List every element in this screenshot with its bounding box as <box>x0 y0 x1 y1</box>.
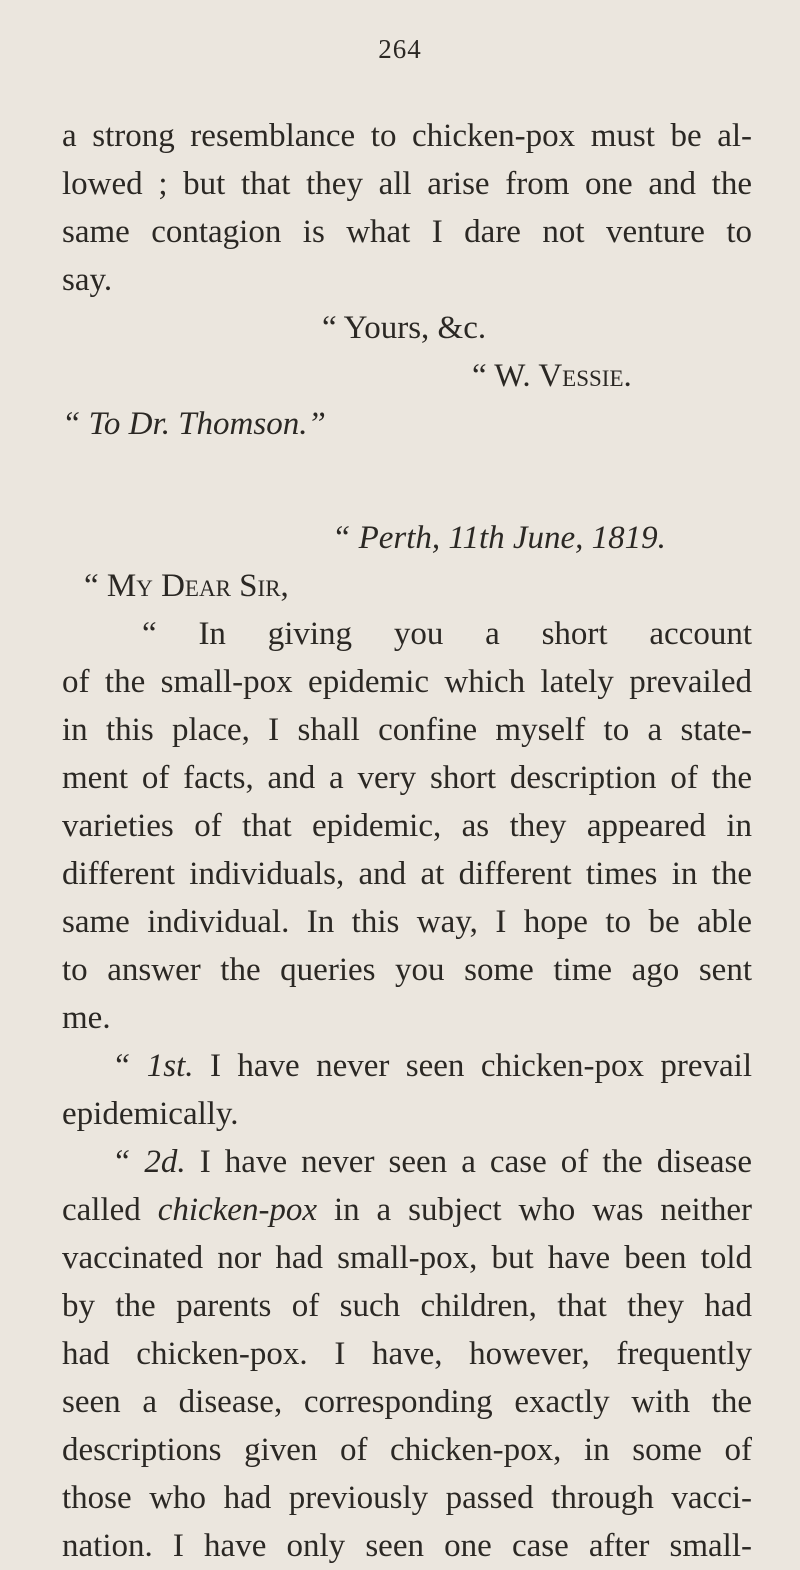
italic-term: chicken-pox <box>157 1192 318 1228</box>
letter-addressee: “ To Dr. Thomson.” <box>62 406 326 442</box>
text-line <box>62 1186 752 1234</box>
text-line: those who had previously passed through vacci- <box>62 1480 752 1516</box>
letter-signature: “ W. Vessie. <box>472 358 632 394</box>
text-line: “ In giving you a short account <box>142 616 752 652</box>
letter-salutation: “ My Dear Sir, <box>84 568 289 604</box>
text-line: varieties of that epidemic, as they appeared in <box>62 808 752 844</box>
text-line: same individual. In this way, I hope to be able <box>62 904 752 940</box>
section-gap <box>62 448 752 514</box>
text-line: to answer the queries you some time ago sent <box>62 952 752 988</box>
text-line: vaccinated nor had small-pox, but have been told <box>62 1240 752 1276</box>
letter-dateline: “ Perth, 11th June, 1819. <box>332 520 666 556</box>
text-fragment: called <box>62 1192 141 1228</box>
numbered-paragraph-line <box>62 1138 752 1186</box>
body-text <box>62 112 752 1570</box>
text-line: descriptions given of chicken-pox, in some of <box>62 1432 752 1468</box>
paragraph-text: I have never seen chicken-pox prevail <box>209 1048 752 1084</box>
text-line: different individuals, and at different times in the <box>62 856 752 892</box>
text-line: same contagion is what I dare not venture to <box>62 214 752 250</box>
letter-closing: “ Yours, &c. <box>322 310 487 346</box>
text-line: of the small-pox epidemic which lately prevailed <box>62 664 752 700</box>
text-line: ment of facts, and a very short description of the <box>62 760 752 796</box>
text-line: by the parents of such children, that they had <box>62 1288 752 1324</box>
paragraph-number: “ 1st. <box>112 1048 194 1084</box>
text-line: lowed ; but that they all arise from one and the <box>62 166 752 202</box>
text-line: in this place, I shall confine myself to a state- <box>62 712 752 748</box>
paragraph-number: “ 2d. <box>112 1144 186 1180</box>
numbered-paragraph-line <box>62 1042 752 1090</box>
paragraph-text: I have never seen a case of the disease <box>199 1144 753 1180</box>
text-line: nation. I have only seen one case after small- <box>62 1528 752 1564</box>
text-fragment: in a subject who was neither <box>334 1192 753 1228</box>
text-line: say. <box>62 262 113 298</box>
text-line: a strong resemblance to chicken-pox must be al- <box>62 118 752 154</box>
text-line: seen a disease, corresponding exactly with the <box>62 1384 752 1420</box>
page-number: 264 <box>378 34 422 64</box>
text-line: epidemically. <box>62 1096 239 1132</box>
text-line: had chicken-pox. I have, however, frequently <box>62 1336 752 1372</box>
text-line: me. <box>62 1000 111 1036</box>
